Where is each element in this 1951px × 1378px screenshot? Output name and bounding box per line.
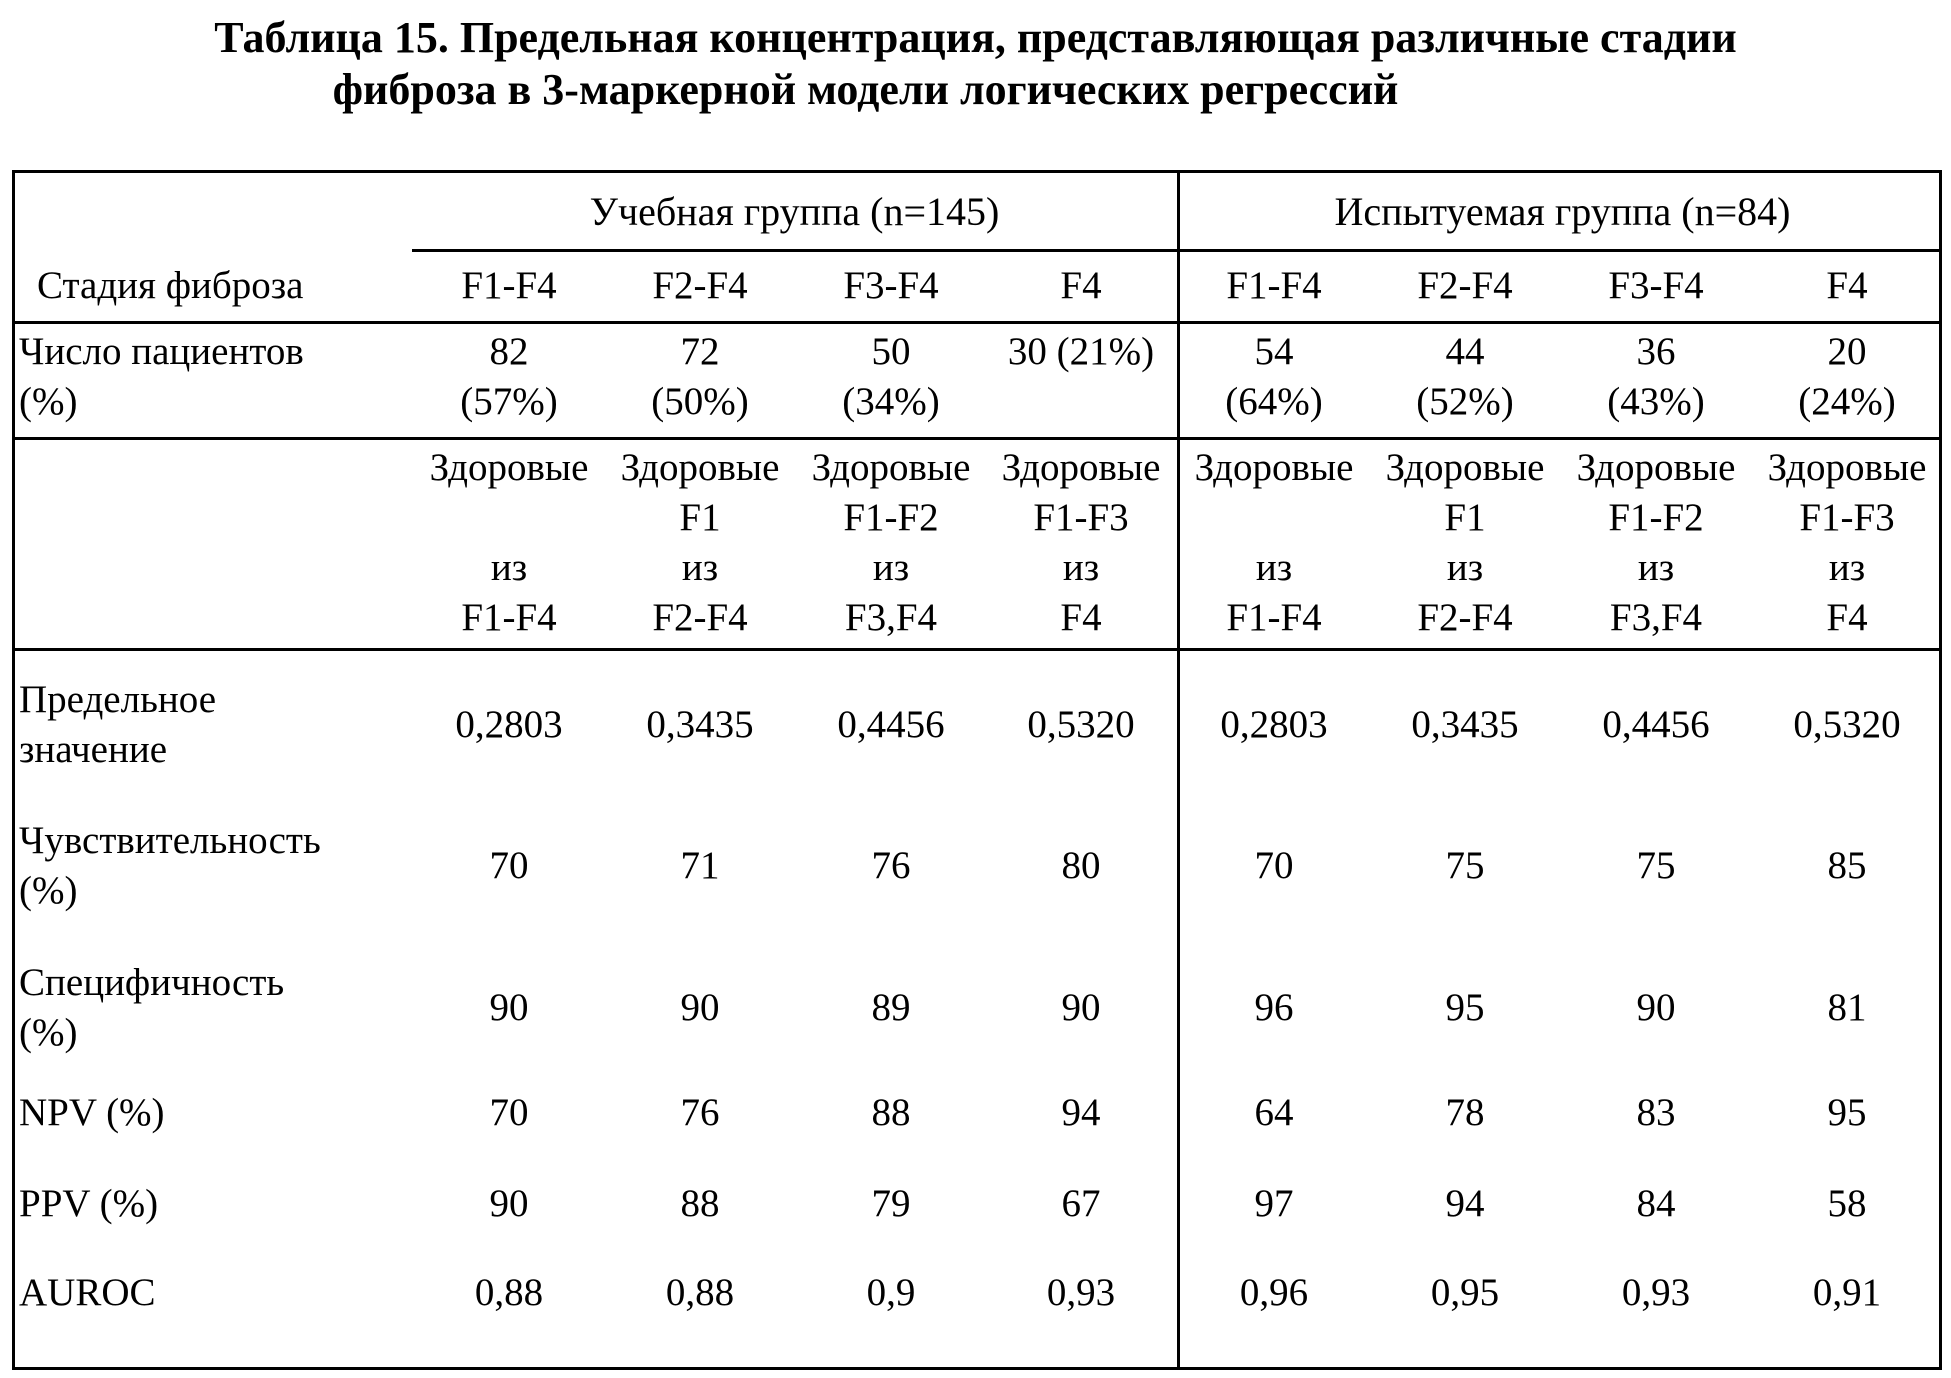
comparison-cell (791, 443, 991, 643)
comparison-target: F4 (1060, 596, 1102, 639)
group-divider (1177, 173, 1180, 1367)
group-title-train: Учебная группа (n=145) (589, 189, 1000, 234)
metric-value: 0,88 (474, 1271, 544, 1314)
metric-value: 0,4456 (1602, 703, 1710, 746)
comparison-healthy: Здоровые (1385, 446, 1545, 489)
metric-value: 75 (1636, 844, 1676, 887)
metric-value: 90 (680, 986, 720, 1029)
metric-label (19, 1268, 156, 1318)
patients-count: 82 (489, 330, 529, 373)
metric-value: 88 (871, 1091, 911, 1134)
comparison-from: из (1637, 546, 1675, 589)
patients-count: 72 (680, 330, 720, 373)
metric-label-line2: (%) (19, 869, 78, 912)
metric-value: 0,2803 (455, 703, 563, 746)
comparison-from: из (1062, 546, 1100, 589)
patients-cell (1372, 327, 1558, 427)
comparison-stage: F1-F3 (1033, 496, 1129, 539)
comparison-from: из (681, 546, 719, 589)
metric-value: 70 (1254, 844, 1294, 887)
title-line-1: Таблица 15. Предельная концентрация, представляющая различные стадии (214, 13, 1737, 62)
metric-value: 79 (871, 1182, 911, 1225)
comparison-stage: F1-F3 (1799, 496, 1895, 539)
title-line-2: фиброза в 3-маркерной модели логических регрессий (332, 65, 1399, 114)
patients-count: 20 (1827, 330, 1867, 373)
comparison-cell (600, 443, 800, 643)
stage-header-cell: F2-F4 (1417, 264, 1513, 307)
metric-value: 70 (489, 1091, 529, 1134)
patients-count: 36 (1636, 330, 1676, 373)
comparison-target: F2-F4 (1417, 596, 1513, 639)
comparison-healthy: Здоровые (1576, 446, 1736, 489)
patients-percent: (57%) (460, 380, 558, 423)
metric-value: 90 (1636, 986, 1676, 1029)
comparison-stage: F1-F2 (843, 496, 939, 539)
comparison-from: из (1255, 546, 1293, 589)
comparison-stage (1174, 493, 1374, 543)
comparison-healthy: Здоровые (429, 446, 589, 489)
group-underline (412, 249, 1939, 252)
metric-value: 90 (1061, 986, 1101, 1029)
metric-value: 70 (489, 844, 529, 887)
stage-header-cell: F1-F4 (1226, 264, 1322, 307)
metric-value: 0,3435 (646, 703, 754, 746)
comparison-healthy: Здоровые (1001, 446, 1161, 489)
comparison-healthy: Здоровые (620, 446, 780, 489)
metric-value: 94 (1445, 1182, 1485, 1225)
metric-value: 64 (1254, 1091, 1294, 1134)
comparison-stage: F1-F2 (1608, 496, 1704, 539)
stage-header-cell: F2-F4 (652, 264, 748, 307)
metric-label (19, 958, 284, 1058)
metric-value: 95 (1827, 1091, 1867, 1134)
comparison-cell (981, 443, 1181, 643)
metric-value: 0,96 (1239, 1271, 1309, 1314)
comparison-from: из (1446, 546, 1484, 589)
comparison-target: F3,F4 (1609, 596, 1703, 639)
patients-percent: (64%) (1225, 380, 1323, 423)
metric-value: 0,4456 (837, 703, 945, 746)
metric-value: 0,5320 (1793, 703, 1901, 746)
patients-percent: (34%) (842, 380, 940, 423)
patients-percent: (52%) (1416, 380, 1514, 423)
metric-label-line2: (%) (19, 1011, 78, 1054)
metric-value: 97 (1254, 1182, 1294, 1225)
patients-count: 30 (21%) (1007, 330, 1155, 373)
patients-label: Число пациентов (%) (19, 330, 304, 423)
stage-header-cell: F4 (1060, 264, 1102, 307)
results-table (12, 170, 1942, 1370)
metric-value: 0,5320 (1027, 703, 1135, 746)
comparison-cell (1174, 443, 1374, 643)
comparison-divider (15, 648, 1939, 651)
metric-value: 80 (1061, 844, 1101, 887)
metric-value: 95 (1445, 986, 1485, 1029)
comparison-target: F3,F4 (844, 596, 938, 639)
metric-label-line1: Специфичность (19, 961, 285, 1004)
comparison-healthy: Здоровые (1767, 446, 1927, 489)
comparison-cell (1365, 443, 1565, 643)
metric-value: 78 (1445, 1091, 1485, 1134)
comparison-from: из (872, 546, 910, 589)
metric-label (19, 1179, 158, 1229)
metric-label (19, 1088, 165, 1138)
metric-value: 90 (489, 986, 529, 1029)
comparison-cell (1556, 443, 1756, 643)
metric-value: 90 (489, 1182, 529, 1225)
metric-label-line1: AUROC (19, 1271, 156, 1314)
metric-value: 76 (680, 1091, 720, 1134)
stage-label: Стадия фиброза (37, 264, 304, 307)
metric-value: 85 (1827, 844, 1867, 887)
metric-value: 88 (680, 1182, 720, 1225)
metric-label-line1: Чувствительность (19, 819, 321, 862)
group-title-test: Испытуемая группа (n=84) (1334, 189, 1791, 234)
patients-percent: (24%) (1798, 380, 1896, 423)
metric-label (19, 675, 216, 775)
metric-label-line1: PPV (%) (19, 1182, 159, 1225)
comparison-target: F4 (1826, 596, 1868, 639)
comparison-from: из (1828, 546, 1866, 589)
stage-header-cell: F1-F4 (461, 264, 557, 307)
patients-percent: (50%) (651, 380, 749, 423)
metric-value: 67 (1061, 1182, 1101, 1225)
metric-value: 96 (1254, 986, 1294, 1029)
comparison-stage: F1 (679, 496, 721, 539)
patients-cell (798, 327, 984, 427)
patients-cell (416, 327, 602, 427)
metric-value: 0,88 (665, 1271, 735, 1314)
metric-value: 83 (1636, 1091, 1676, 1134)
metric-value: 0,91 (1812, 1271, 1882, 1314)
page-title (0, 12, 1951, 116)
patients-cell (988, 327, 1174, 427)
metric-value: 81 (1827, 986, 1867, 1029)
metric-value: 0,95 (1430, 1271, 1500, 1314)
comparison-cell (1747, 443, 1947, 643)
metric-value: 0,93 (1621, 1271, 1691, 1314)
comparison-target: F2-F4 (652, 596, 748, 639)
metric-value: 89 (871, 986, 911, 1029)
metric-value: 0,9 (866, 1271, 916, 1314)
header-divider (15, 321, 1939, 324)
patients-cell (1754, 327, 1940, 427)
comparison-from: из (490, 546, 528, 589)
metric-value: 76 (871, 844, 911, 887)
metric-label (19, 816, 321, 916)
patients-percent: (43%) (1607, 380, 1705, 423)
patients-divider (15, 437, 1939, 440)
metric-value: 0,2803 (1220, 703, 1328, 746)
metric-label-line2: значение (19, 728, 168, 771)
patients-count: 50 (871, 330, 911, 373)
metric-value: 0,93 (1046, 1271, 1116, 1314)
stage-header-cell: F4 (1826, 264, 1868, 307)
comparison-stage (409, 493, 609, 543)
stage-header-cell: F3-F4 (843, 264, 939, 307)
patients-cell (607, 327, 793, 427)
comparison-target: F1-F4 (461, 596, 557, 639)
comparison-healthy: Здоровые (1194, 446, 1354, 489)
comparison-healthy: Здоровые (811, 446, 971, 489)
metric-value: 0,3435 (1411, 703, 1519, 746)
metric-value: 71 (680, 844, 720, 887)
comparison-target: F1-F4 (1226, 596, 1322, 639)
patients-count: 44 (1445, 330, 1485, 373)
metric-value: 75 (1445, 844, 1485, 887)
patients-cell (1181, 327, 1367, 427)
patients-count: 54 (1254, 330, 1294, 373)
patients-cell (1563, 327, 1749, 427)
patients-percent (988, 377, 1174, 427)
metric-value: 94 (1061, 1091, 1101, 1134)
stage-header-cell: F3-F4 (1608, 264, 1704, 307)
comparison-stage: F1 (1444, 496, 1486, 539)
metric-label-line1: NPV (%) (19, 1091, 165, 1134)
metric-value: 84 (1636, 1182, 1676, 1225)
metric-label-line1: Предельное (19, 678, 217, 721)
metric-value: 58 (1827, 1182, 1867, 1225)
comparison-cell (409, 443, 609, 643)
